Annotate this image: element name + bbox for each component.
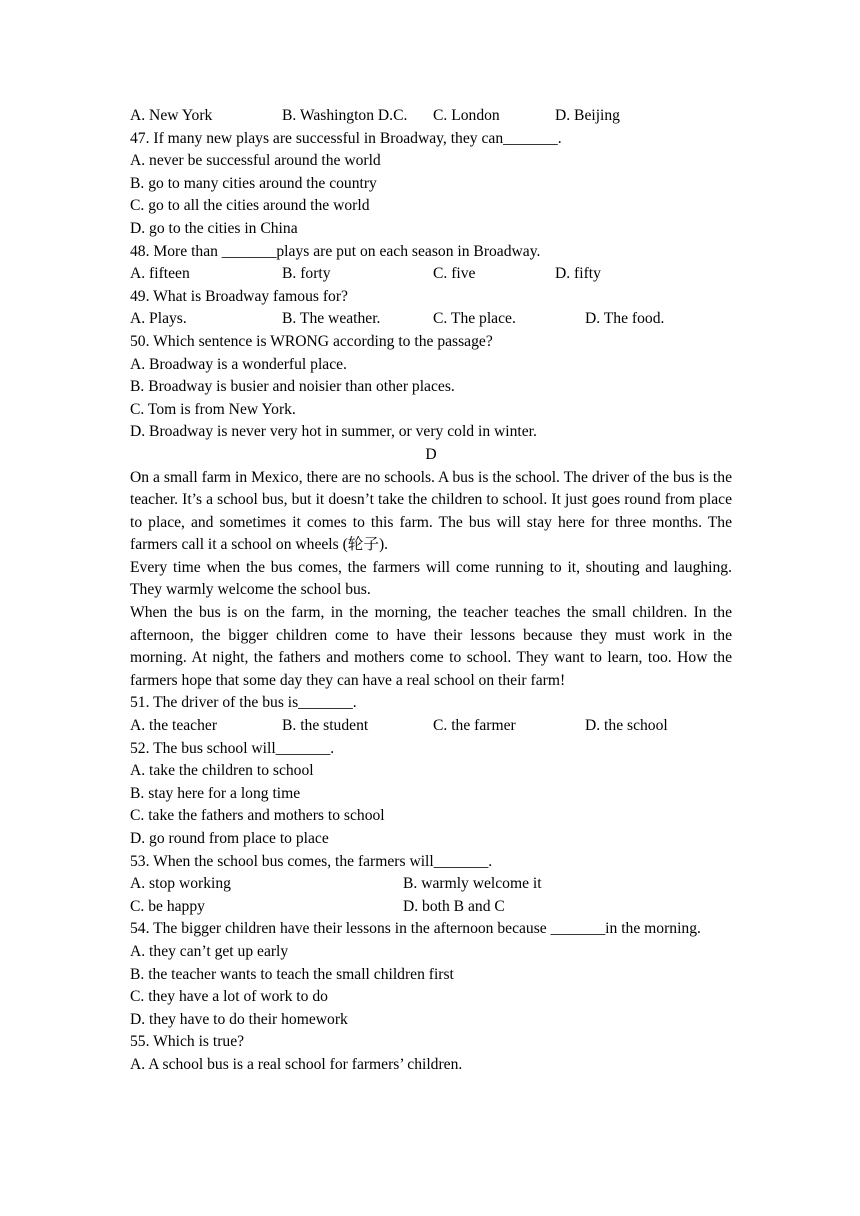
q52-option-b: B. stay here for a long time (130, 784, 301, 802)
q51-option-d: D. the school (585, 717, 668, 735)
q48-options (130, 263, 732, 286)
q50-question: 50. Which sentence is WRONG according to the passage? (130, 332, 493, 350)
q47-option-b: B. go to many cities around the country (130, 174, 377, 192)
q48-option-a: A. fifteen (130, 265, 190, 283)
q52-option-d: D. go round from place to place (130, 830, 329, 847)
q53-option-d: D. both B and C (403, 897, 505, 915)
q52-option-a: A. take the children to school (130, 762, 314, 780)
passage-paragraph-2: Every time when the bus comes, the farmers will come running to it, shouting and laughing. They warmly welcome the school bus. (130, 558, 732, 599)
q49-option-d: D. The food. (585, 310, 665, 328)
q47-option-c: C. go to all the cities around the world (130, 197, 370, 215)
q53-option-b: B. warmly welcome it (403, 875, 542, 893)
q50-option-b: B. Broadway is busier and noisier than other places. (130, 378, 455, 396)
q46-option-c: C. London (433, 107, 500, 124)
q51-option-c: C. the farmer (433, 717, 516, 735)
q46-option-d: D. Beijing (555, 107, 620, 124)
q49-option-c: C. The place. (433, 310, 516, 328)
q53-option-c: C. be happy (130, 897, 205, 915)
q50-option-c: C. Tom is from New York. (130, 400, 296, 418)
q53-question: 53. When the school bus comes, the farmers will_______. (130, 852, 493, 870)
q51-option-a: A. the teacher (130, 717, 218, 735)
section-d-heading: D (425, 445, 437, 463)
q50-option-d: D. Broadway is never very hot in summer, or very cold in winter. (130, 423, 537, 441)
q55-question: 55. Which is true? (130, 1033, 245, 1051)
q51-question: 51. The driver of the bus is_______. (130, 694, 357, 712)
q47-option-a: A. never be successful around the world (130, 152, 381, 170)
q48-option-c: C. five (433, 265, 476, 283)
q53-options-row-1 (130, 873, 732, 896)
q52-question: 52. The bus school will_______. (130, 739, 335, 757)
q48-option-b: B. forty (282, 265, 331, 283)
q54-option-b: B. the teacher wants to teach the small children first (130, 965, 454, 983)
q55-option-a: A. A school bus is a real school for farmers’ children. (130, 1055, 463, 1073)
q46-option-a: A. New York (130, 107, 213, 124)
q54-option-d: D. they have to do their homework (130, 1010, 348, 1028)
q54-option-c: C. they have a lot of work to do (130, 988, 328, 1006)
q49-options (130, 308, 732, 331)
page-content (130, 105, 732, 1077)
q49-option-a: A. Plays. (130, 310, 187, 328)
q54-question: 54. The bigger children have their lessons in the afternoon because _______in the morning. (130, 920, 701, 938)
q49-option-b: B. The weather. (282, 310, 381, 328)
q46-option-b: B. Washington D.C. (282, 107, 408, 124)
q51-options (130, 715, 732, 738)
q53-options-row-2 (130, 896, 732, 919)
q51-option-b: B. the student (282, 717, 369, 735)
q47-option-d: D. go to the cities in China (130, 219, 298, 237)
q49-question: 49. What is Broadway famous for? (130, 287, 348, 305)
q52-option-c: C. take the fathers and mothers to school (130, 807, 385, 825)
q48-question: 48. More than _______plays are put on each season in Broadway. (130, 242, 541, 260)
q48-option-d: D. fifty (555, 265, 601, 283)
q47-question: 47. If many new plays are successful in Broadway, they can_______. (130, 129, 562, 147)
q53-option-a: A. stop working (130, 875, 231, 893)
q46-options (130, 105, 732, 128)
passage-paragraph-3: When the bus is on the farm, in the morning, the teacher teaches the small children. In the afternoon, the bigger children come to have their lessons because they must work in the morning. At night, the fathers and mothers come to school. They want to learn, too. How the farmers hope that some day they can have a real school on their farm! (130, 604, 732, 689)
passage-paragraph-1: On a small farm in Mexico, there are no schools. A bus is the school. The driver of the bus is the teacher. It’s a school bus, but it doesn’t take the children to school. It just goes round from place to place, and sometimes it comes to this farm. The bus will stay here for three months. The farmers call it a school on wheels (轮子). (130, 468, 732, 554)
q50-option-a: A. Broadway is a wonderful place. (130, 355, 347, 373)
q54-option-a: A. they can’t get up early (130, 942, 289, 960)
